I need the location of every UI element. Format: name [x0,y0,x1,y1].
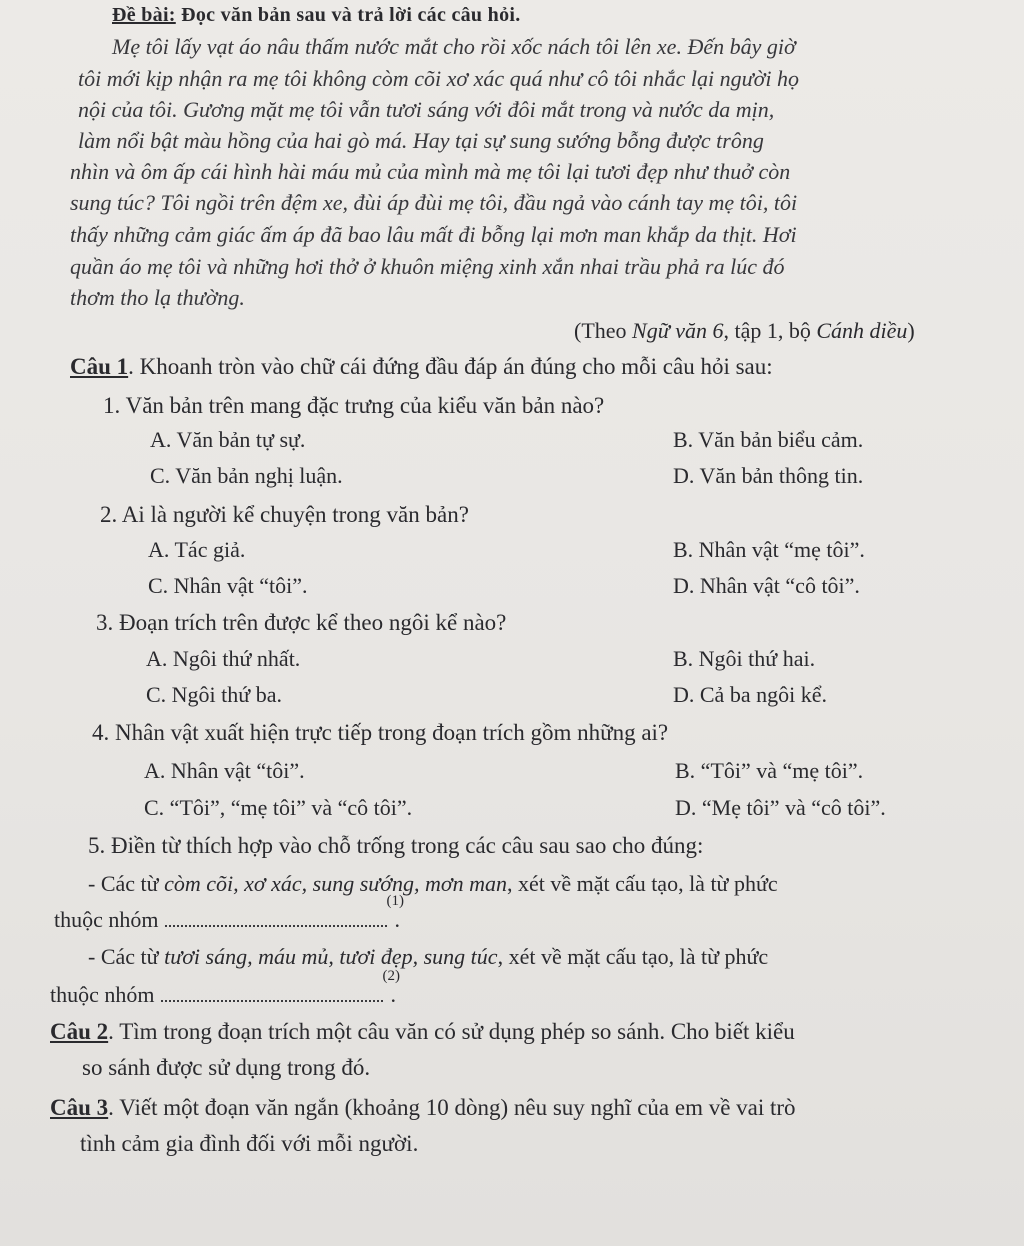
source-suffix: ) [907,318,915,343]
option-3b: B. Ngôi thứ hai. [673,646,816,671]
question-2-text: . Tìm trong đoạn trích một câu văn có sử dụng phép so sánh. Cho biết kiểu [108,1019,795,1044]
blank-mark-1: (1) [386,893,404,909]
question-2-continued: so sánh được sử dụng trong đó. [82,1055,371,1080]
sub-question-2: 2. Ai là người kể chuyện trong văn bản? [100,502,469,527]
option-1d: D. Văn bản thông tin. [673,463,864,488]
question-3 [50,1095,796,1121]
fill-line-2-words: tươi sáng, máu mủ, tươi đẹp, sung túc [164,944,498,969]
question-1-heading [70,354,773,380]
sub-question-3: 3. Đoạn trích trên được kể theo ngôi kể nào? [96,610,507,635]
question-3-label: Câu 3 [50,1095,109,1120]
option-3c: C. Ngôi thứ ba. [146,682,282,707]
fill-answer-1 [54,893,404,933]
question-3-continued: tình cảm gia đình đối với mỗi người. [80,1131,419,1156]
question-3-text: . Viết một đoạn văn ngắn (khoảng 10 dòng) nêu suy nghĩ của em về vai trò [108,1095,796,1120]
option-1c: C. Văn bản nghị luận. [150,463,343,488]
answer-blank-1[interactable] [165,893,404,927]
sub-question-5: 5. Điền từ thích hợp vào chỗ trống trong các câu sau sao cho đúng: [88,833,704,858]
question-1-text: . Khoanh tròn vào chữ cái đứng đầu đáp án đúng cho mỗi câu hỏi sau: [128,354,773,379]
option-2a: A. Tác giả. [148,537,246,562]
fill-answer-2 [50,968,400,1008]
fill-line-2-suffix: , xét về mặt cấu tạo, là từ phức [497,944,769,969]
fill-end-1: . [394,907,400,932]
heading-label: Đề bài: [112,4,176,26]
group-label-2: thuộc nhóm [50,982,155,1007]
fill-line-1-prefix: - Các từ [88,871,165,896]
option-1b: B. Văn bản biểu cảm. [673,427,864,452]
passage-line-6: sung túc? Tôi ngồi trên đệm xe, đùi áp đùi mẹ tôi, đầu ngả vào cánh tay mẹ tôi, tôi [70,190,798,215]
option-3d: D. Cả ba ngôi kể. [673,682,827,707]
option-4a: A. Nhân vật “tôi”. [144,758,305,783]
group-label-1: thuộc nhóm [54,907,159,932]
option-4d: D. “Mẹ tôi” và “cô tôi”. [675,795,886,820]
question-2-label: Câu 2 [50,1019,109,1044]
passage-line-7: thấy những cảm giác ấm áp đã bao lâu mất đi bỗng lại mơn man khắp da thịt. Hơi [70,222,797,247]
passage-line-2: tôi mới kịp nhận ra mẹ tôi không còm cõi xơ xác quá như cô tôi nhắc lại người họ [78,66,799,91]
passage-line-1: Mẹ tôi lấy vạt áo nâu thấm nước mắt cho rồi xốc nách tôi lên xe. Đến bây giờ [112,34,796,59]
heading [112,4,521,27]
passage-line-5: nhìn và ôm ấp cái hình hài máu mủ của mình mà mẹ tôi lại tươi đẹp như thuở còn [70,159,791,184]
fill-end-2: . [390,982,396,1007]
option-3a: A. Ngôi thứ nhất. [146,646,301,671]
fill-line-1 [88,871,778,897]
passage-line-9: thơm tho lạ thường. [70,285,245,310]
source-book: Ngữ văn 6 [632,318,724,343]
option-4c: C. “Tôi”, “mẹ tôi” và “cô tôi”. [144,795,413,820]
option-2c: C. Nhân vật “tôi”. [148,573,308,598]
question-2 [50,1019,795,1045]
blank-mark-2: (2) [382,968,400,984]
option-1a: A. Văn bản tự sự. [150,427,306,452]
option-2b: B. Nhân vật “mẹ tôi”. [673,537,865,562]
question-1-label: Câu 1 [70,354,129,379]
fill-line-1-suffix: , xét về mặt cấu tạo, là từ phức [507,871,778,896]
source-citation [574,318,915,344]
fill-line-1-words: còm cõi, xơ xác, sung sướng, mơn man [164,871,508,896]
option-2d: D. Nhân vật “cô tôi”. [673,573,860,598]
sub-question-1: 1. Văn bản trên mang đặc trưng của kiểu văn bản nào? [103,393,605,418]
source-series: Cánh diều [816,318,908,343]
source-prefix: (Theo [574,318,633,343]
fill-line-2 [88,944,768,970]
answer-blank-2[interactable] [161,968,400,1002]
passage-line-4: làm nổi bật màu hồng của hai gò má. Hay tại sự sung sướng bỗng được trông [78,128,764,153]
sub-question-4: 4. Nhân vật xuất hiện trực tiếp trong đoạn trích gồm những ai? [92,720,669,745]
heading-text: Đọc văn bản sau và trả lời các câu hỏi. [181,4,521,26]
passage-line-8: quần áo mẹ tôi và những hơi thở ở khuôn miệng xinh xắn nhai trầu phả ra lúc đó [70,254,785,279]
fill-line-2-prefix: - Các từ [88,944,165,969]
option-4b: B. “Tôi” và “mẹ tôi”. [675,758,864,783]
passage-line-3: nội của tôi. Gương mặt mẹ tôi vẫn tươi sáng với đôi mắt trong và nước da mịn, [78,97,775,122]
source-middle: , tập 1, bộ [723,318,817,343]
